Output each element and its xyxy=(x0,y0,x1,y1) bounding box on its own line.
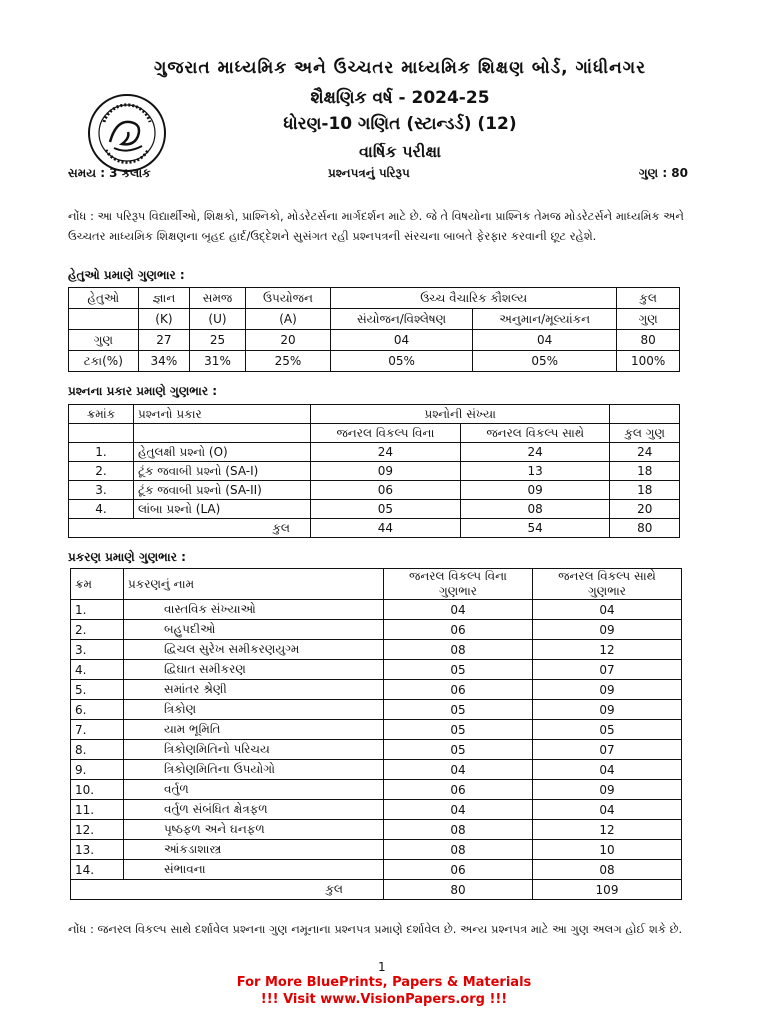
table-row: 4. દ્વિઘાત સમીકરણ 05 07 xyxy=(71,660,682,680)
header-cell: કુલ xyxy=(617,288,680,309)
table-row: 2. બહુપદીઓ 06 09 xyxy=(71,620,682,640)
header-cell: (A) xyxy=(245,309,330,330)
table-row: 1. વાસ્તવિક સંખ્યાઓ 04 04 xyxy=(71,600,682,620)
header-cell: પ્રકરણનું નામ xyxy=(124,569,384,600)
header-cell: (U) xyxy=(190,309,246,330)
objectives-table xyxy=(68,287,680,372)
header-cell: ઉચ્ચ વૈચારિક કૌશલ્ય xyxy=(331,288,617,309)
question-type-table xyxy=(68,404,680,538)
chapter-rows xyxy=(71,600,682,880)
header-cell: ક્રમાંક xyxy=(69,405,134,424)
header-cell: જનરલ વિકલ્પ વિના xyxy=(311,424,461,443)
table-row: 7. યામ ભૂમિતિ 05 05 xyxy=(71,720,682,740)
header-cell: ગુણ xyxy=(617,309,680,330)
header-cell: જનરલ વિકલ્પ વિના ગુણભાર xyxy=(384,569,533,600)
page-number: 1 xyxy=(378,960,386,974)
footer-note: નોંધ : જનરલ વિકલ્પ સાથે દર્શાવેલ પ્રશ્નના ગુણ નમૂનાના પ્રશ્નપત્ર પ્રમાણે દર્શાવેલ છે. અન્ય પ્રશ્નપત્ર માટે આ ગુણ અલગ હોઈ શકે છે. xyxy=(68,922,683,936)
header-cell: પ્રશ્નનો પ્રકાર xyxy=(134,405,311,424)
header-cell: અનુમાન/મૂલ્યાંકન xyxy=(472,309,616,330)
table-row: 10. વર્તુળ 06 09 xyxy=(71,780,682,800)
header-cell: કુલ ગુણ xyxy=(610,424,680,443)
table3-title: પ્રકરણ પ્રમાણે ગુણભાર : xyxy=(68,550,186,564)
header-cell: જ્ઞાન xyxy=(138,288,190,309)
header-cell: જનરલ વિકલ્પ સાથે ગુણભાર xyxy=(533,569,682,600)
table-row: 12. પૃષ્ઠફળ અને ઘનફળ 08 12 xyxy=(71,820,682,840)
header-cell: હેતુઓ xyxy=(69,288,139,309)
promo-line-1: For More BluePrints, Papers & Materials xyxy=(236,975,532,990)
table-row: 2. ટૂંક જવાબી પ્રશ્નો (SA-I) 09 13 18 xyxy=(69,462,680,481)
header-cell: સંયોજન/વિશ્લેષણ xyxy=(331,309,473,330)
table2-title: પ્રશ્નના પ્રકાર પ્રમાણે ગુણભાર : xyxy=(68,384,217,398)
table-row: 1. હેતુલક્ષી પ્રશ્નો (O) 24 24 24 xyxy=(69,443,680,462)
academic-year: શૈક્ષણિક વર્ષ - 2024-25 xyxy=(310,88,490,108)
total-row: કુલ 80 109 xyxy=(71,880,682,900)
table-row: 9. ત્રિકોણમિતિના ઉપયોગો 04 04 xyxy=(71,760,682,780)
table-row: 13. આંકડાશાસ્ત્ર 08 10 xyxy=(71,840,682,860)
subject-title: ધોરણ-10 ગણિત (સ્ટાન્ડર્ડ) (12) xyxy=(283,114,517,134)
total-marks: ગુણ : 80 xyxy=(638,166,688,180)
exam-time: સમય : 3 કલાક xyxy=(68,166,151,180)
note-paragraph: નોંધ : આ પરિરૂપ વિદ્યાર્થીઓ, શિક્ષકો, પ્રાશ્નિકો, મોડરેટર્સના માર્ગદર્શન માટે છે. જે તે વિષયોના પ્રાશ્નિક તેમજ મોડરેટર્સને માધ્યમિક અને ઉચ્ચતર માધ્યમિક શિક્ષણના બૃહદ હાર્દ/ઉદ્દેશને સુસંગત રહી પ્રશ્નપત્રની સંરચના બાબતે ફેરફાર કરવાની છૂટ રહેશે. xyxy=(68,209,684,243)
table-row: 8. ત્રિકોણમિતિનો પરિચય 05 07 xyxy=(71,740,682,760)
header-cell: (K) xyxy=(138,309,190,330)
table-row: 6. ત્રિકોણ 05 09 xyxy=(71,700,682,720)
table-row: 5. સમાંતર શ્રેણી 06 09 xyxy=(71,680,682,700)
table-row: ટકા(%) 34% 31% 25% 05% 05% 100% xyxy=(69,351,680,372)
promo-line-2: !!! Visit www.VisionPapers.org !!! xyxy=(260,992,508,1007)
meta-row xyxy=(68,166,688,186)
table-row: 4. લાંબા પ્રશ્નો (LA) 05 08 20 xyxy=(69,500,680,519)
header-cell: ઉપયોજન xyxy=(245,288,330,309)
table1-title: હેતુઓ પ્રમાણે ગુણભાર : xyxy=(68,268,185,282)
table-row: ગુણ 27 25 20 04 04 80 xyxy=(69,330,680,351)
header-cell: સમજ xyxy=(190,288,246,309)
header-cell: પ્રશ્નોની સંખ્યા xyxy=(311,405,610,424)
header-cell: ક્રમ xyxy=(71,569,124,600)
table-row: 11. વર્તુળ સંબંધિત ક્ષેત્રફળ 04 04 xyxy=(71,800,682,820)
blueprint-title: પ્રશ્નપત્રનું પરિરૂપ xyxy=(328,166,410,180)
header-cell: જનરલ વિકલ્પ સાથે xyxy=(460,424,610,443)
total-row: કુલ 44 54 80 xyxy=(69,519,680,538)
board-name: ગુજરાત માધ્યમિક અને ઉચ્ચતર માધ્યમિક શિક્ષણ બોર્ડ, ગાંધીનગર xyxy=(153,58,646,78)
exam-title: વાર્ષિક પરીક્ષા xyxy=(358,142,442,161)
table-row: 14. સંભાવના 06 08 xyxy=(71,860,682,880)
table-row: 3. ટૂંક જવાબી પ્રશ્નો (SA-II) 06 09 18 xyxy=(69,481,680,500)
table-row: 3. દ્વિચલ સુરેખ સમીકરણયુગ્મ 08 12 xyxy=(71,640,682,660)
chapter-table xyxy=(70,568,682,900)
